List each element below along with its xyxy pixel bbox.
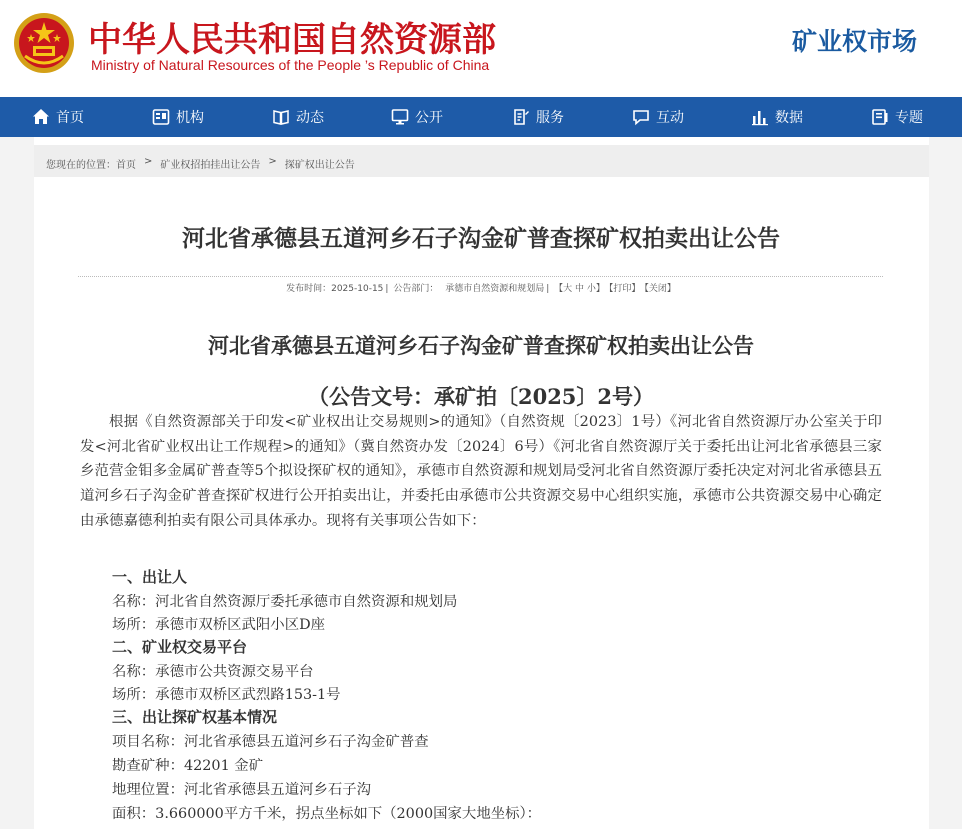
section-line: 名称：河北省自然资源厅委托承德市自然资源和规划局: [112, 594, 458, 610]
section-line: 名称：承德市公共资源交易平台: [112, 664, 314, 680]
section-line: 场所：承德市双桥区武阳小区D座: [112, 617, 326, 633]
nav-item-home[interactable]: [32, 97, 84, 137]
nav-item-data[interactable]: [751, 97, 803, 137]
section-line: 场所：承德市双桥区武烈路153-1号: [112, 687, 341, 703]
nav-label: 机构: [176, 110, 204, 126]
breadcrumb-link-exploration[interactable]: 探矿权出让公告: [284, 160, 355, 171]
page-title: 河北省承德县五道河乡石子沟金矿普查探矿权拍卖出让公告: [182, 225, 780, 252]
org-icon: [152, 108, 170, 126]
nav-label: 专题: [895, 110, 923, 126]
intro-paragraph: 根据《自然资源部关于印发<矿业权出让交易规则>的通知》（自然资规〔2023〕1号）《河北省自然资源厅办公室关于印发<河北省矿业权出让工作规程>的通知》（冀自然资办发〔2024〕6号）《河北省自然资源厅关于委托出让河北省承德县三家乡范营金钼多金属矿普查等5个拟设探矿权的通知》，承德市自然资源和规划局受河北省自然资源厅委托决定对河北省承德县五道河乡石子沟金矿普查探矿权进行公开拍卖出让，并委托由承德市公共资源交易中心组织实施，承德市公共资源交易中心确定由承德嘉德利拍卖有限公司具体承办。现将有关事项公告如下：: [80, 414, 882, 529]
print-button[interactable]: 【打印】: [608, 284, 641, 294]
body-title: 河北省承德县五道河乡石子沟金矿普查探矿权拍卖出让公告: [208, 333, 754, 358]
divider: [78, 276, 883, 277]
site-name[interactable]: 矿业权市场: [792, 27, 918, 56]
close-button[interactable]: 【关闭】: [644, 284, 676, 294]
nav-label: 公开: [415, 110, 443, 126]
nav-item-interact[interactable]: [632, 97, 684, 137]
section-line: 面积：3.660000平方千米，拐点坐标如下（2000国家大地坐标）：: [112, 806, 542, 822]
main-nav: [0, 97, 962, 137]
nav-item-org[interactable]: [152, 97, 204, 137]
site-header: [0, 0, 962, 97]
breadcrumb-link-mining-rights[interactable]: 矿业权招拍挂出让公告: [160, 160, 261, 171]
announcement-number: （公告文号：承矿拍〔2025〕2号）: [307, 384, 655, 409]
section-heading: 二、矿业权交易平台: [112, 638, 248, 656]
font-size-switch[interactable]: 【大 中 小】: [554, 284, 605, 294]
publish-date: 发布时间：2025-10-15: [286, 284, 384, 294]
nav-item-public[interactable]: [391, 97, 443, 137]
home-icon: [32, 108, 50, 126]
section-heading: 一、出让人: [112, 568, 188, 586]
topic-icon: [871, 108, 889, 126]
nav-label: 动态: [296, 110, 324, 126]
nav-item-news[interactable]: [272, 97, 324, 137]
nav-item-service[interactable]: [512, 97, 564, 137]
section-line: 勘查矿种：42201 金矿: [112, 758, 264, 774]
chart-icon: [751, 108, 769, 126]
monitor-icon: [391, 108, 409, 126]
nav-label: 互动: [656, 110, 684, 126]
chat-icon: [632, 108, 650, 126]
national-emblem-icon[interactable]: [13, 12, 75, 74]
nav-item-topic[interactable]: [871, 97, 923, 137]
ministry-name-en[interactable]: Ministry of Natural Resources of the People ’s Republic of China: [91, 57, 490, 73]
ministry-name-cn[interactable]: 中华人民共和国自然资源部: [88, 20, 496, 60]
section-line: 地理位置：河北省承德县五道河乡石子沟: [112, 782, 372, 798]
section-line: 项目名称：河北省承德县五道河乡石子沟金矿普查: [112, 734, 429, 750]
breadcrumb-prefix: 您现在的位置：: [46, 160, 116, 171]
breadcrumb: [46, 156, 355, 171]
nav-label: 首页: [56, 110, 84, 126]
breadcrumb-separator: >: [144, 156, 153, 167]
department-label: 公告部门：: [393, 284, 439, 294]
article-meta: 发布时间：2025-10-15 | 公告部门： 承德市自然资源和规划局 | 【大 中 小】 【打印】 【关闭】: [286, 284, 676, 294]
breadcrumb-link-home[interactable]: 首页: [116, 160, 136, 171]
nav-label: 服务: [536, 110, 564, 126]
service-icon: [512, 108, 530, 126]
news-icon: [272, 108, 290, 126]
department: 承德市自然资源和规划局: [445, 284, 545, 294]
nav-label: 数据: [775, 110, 803, 126]
breadcrumb-separator: >: [268, 156, 277, 167]
section-heading: 三、出让探矿权基本情况: [112, 708, 278, 726]
